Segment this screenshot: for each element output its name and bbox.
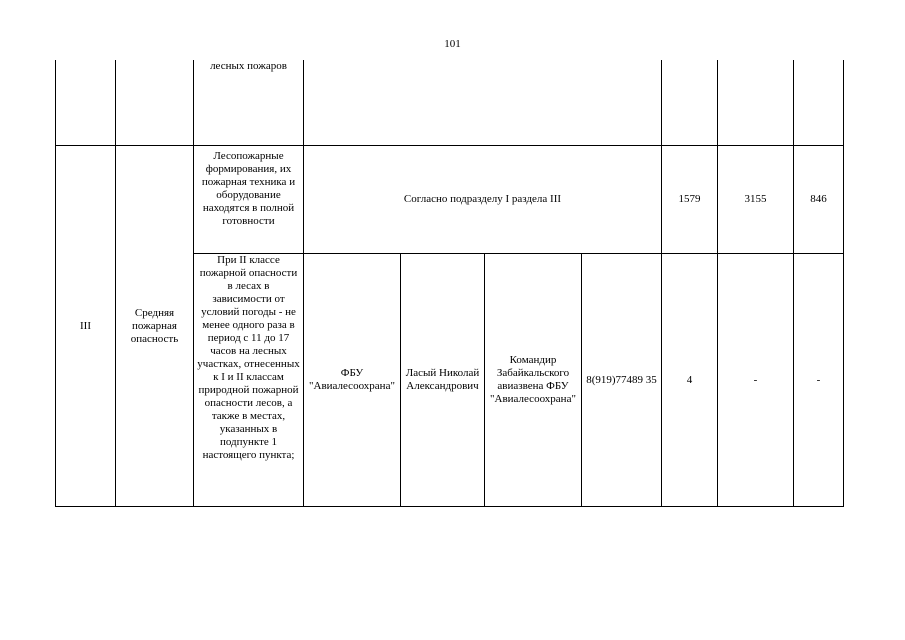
cell-phone: 8(919)77489 35 <box>582 254 662 507</box>
cell-position: Командир Забайкальского авиазвена ФБУ "Авиалесоохрана" <box>485 254 582 507</box>
cell-class-empty <box>56 60 116 146</box>
page-number: 101 <box>444 38 461 50</box>
cell-count1: 1579 <box>662 146 718 254</box>
cell-count3-empty <box>794 60 844 146</box>
cell-responsible-person: Ласый Николай Александрович <box>401 254 485 507</box>
cell-count1: 4 <box>662 254 718 507</box>
cell-count2: - <box>718 254 794 507</box>
cell-organization: ФБУ "Авиалесоохрана" <box>304 254 401 507</box>
cell-measure-readiness: Лесопожарные формирования, их пожарная техника и оборудование находятся в полной готовности <box>194 146 304 254</box>
cell-reference: Согласно подразделу I раздела III <box>304 146 662 254</box>
cell-measure-patrol: При II классе пожарной опасности в лесах в зависимости от условий погоды - не менее одного раза в период с 11 до 17 часов на лесных участках, отнесенных к I и II классам природной пожарной опасности лесов, а также в местах, указанных в подпункте 1 настоящего пункта; <box>194 254 304 507</box>
cell-count1-empty <box>662 60 718 146</box>
fire-danger-table <box>55 60 844 507</box>
cell-count2-empty <box>718 60 794 146</box>
cell-measure-continuation: лесных пожаров <box>194 60 304 146</box>
cell-danger-class: III <box>56 146 116 507</box>
cell-merged-empty <box>304 60 662 146</box>
cell-count2: 3155 <box>718 146 794 254</box>
table-row-readiness <box>56 146 844 254</box>
cell-count3: - <box>794 254 844 507</box>
cell-danger-empty <box>116 60 194 146</box>
cell-count3: 846 <box>794 146 844 254</box>
table-row-continuation <box>56 60 844 146</box>
cell-danger-level: Средняя пожарная опасность <box>116 146 194 507</box>
